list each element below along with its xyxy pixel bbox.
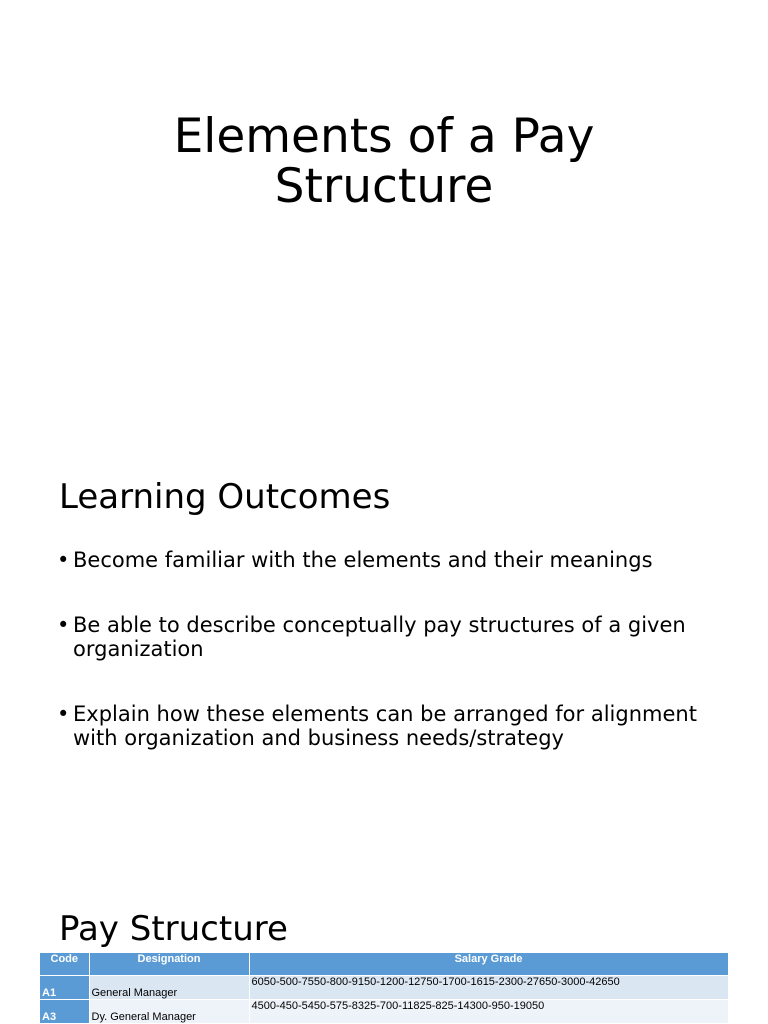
code-cell: A1 — [40, 976, 89, 1000]
list-item — [57, 613, 717, 661]
column-header-salary-grade: Salary Grade — [249, 953, 728, 976]
column-header-code: Code — [40, 953, 89, 976]
list-item-text: Explain how these elements can be arranged for alignment with organization and business needs/strategy — [73, 702, 697, 750]
learning-outcomes-heading: Learning Outcomes — [59, 477, 391, 517]
code-cell: A3 — [40, 1000, 89, 1024]
learning-outcomes-slide — [0, 460, 768, 890]
bullet-icon: • — [57, 613, 70, 637]
list-item — [57, 702, 717, 750]
pay-structure-slide — [0, 890, 768, 1024]
designation-cell: General Manager — [89, 976, 249, 1000]
list-item-text: Be able to describe conceptually pay structures of a given organization — [73, 613, 686, 661]
presentation-title: Elements of a Pay Structure — [173, 109, 595, 214]
pay-structure-heading: Pay Structure — [59, 909, 288, 949]
bullet-icon: • — [57, 702, 70, 726]
bullet-icon: • — [57, 548, 70, 572]
table-header-row — [40, 953, 728, 976]
salary-grade-cell: 6050-500-7550-800-9150-1200-12750-1700-1615-2300-27650-3000-42650 — [249, 976, 728, 1000]
table-row — [40, 1000, 728, 1024]
list-item — [57, 548, 717, 572]
table-row — [40, 976, 728, 1000]
salary-table — [40, 953, 729, 1023]
list-item-text: Become familiar with the elements and their meanings — [73, 548, 653, 572]
title-slide — [0, 0, 768, 460]
column-header-designation: Designation — [89, 953, 249, 976]
salary-grade-cell: 4500-450-5450-575-8325-700-11825-825-14300-950-19050 — [249, 1000, 728, 1024]
designation-cell: Dy. General Manager — [89, 1000, 249, 1024]
outcomes-list — [57, 548, 717, 791]
